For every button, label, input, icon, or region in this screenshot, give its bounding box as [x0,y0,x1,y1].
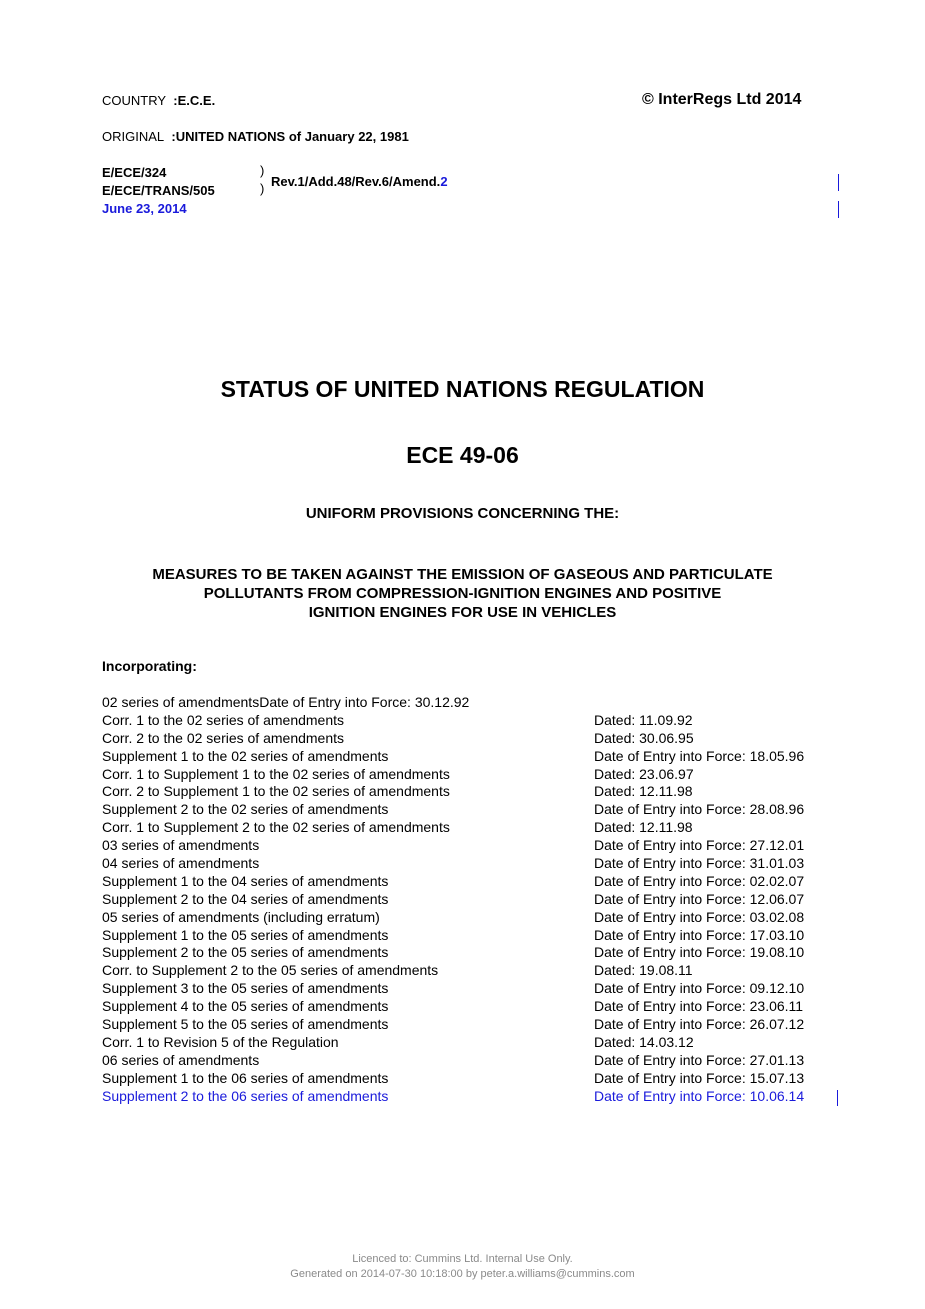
list-item [102,694,842,712]
document-date: Date of Entry into Force: 10.06.14 [594,1087,805,1104]
regulation-code: ECE 49-06 [406,442,519,468]
country-value: :E.C.E. [173,93,216,108]
footer-generated: Generated on 2014-07-30 10:18:00 by peter.a.williams@cummins.com [290,1268,635,1280]
ref-e-ece-324: E/ECE/324 [102,165,167,180]
document-date: Dated: 19.08.11 [594,962,693,979]
document-date: Dated: 14.03.12 [594,1033,694,1050]
document-name: Supplement 2 to the 02 series of amendments [102,801,389,818]
page-title: STATUS OF UNITED NATIONS REGULATION [220,376,705,402]
paren-top: ) [260,163,265,178]
document-date: Date of Entry into Force: 12.06.07 [594,890,805,907]
list-item [102,730,842,748]
list-item [102,712,842,730]
document-date: June 23, 2014 [102,201,187,216]
document-date: Dated: 30.06.95 [594,729,694,746]
document-date: Date of Entry into Force: 17.03.10 [594,926,805,943]
incorporated-documents-list [102,694,842,1105]
document-name: 05 series of amendments (including erratum) [102,908,380,925]
document-name: Supplement 1 to the 05 series of amendments [102,926,389,943]
description-line: MEASURES TO BE TAKEN AGAINST THE EMISSION OF GASEOUS AND PARTICULATE [152,566,773,583]
list-item [102,1034,842,1052]
document-date: Date of Entry into Force: 27.01.13 [594,1051,805,1068]
list-item [102,801,842,819]
subtitle: UNIFORM PROVISIONS CONCERNING THE: [305,505,620,522]
document-name: Corr. 1 to the 02 series of amendments [102,711,345,728]
document-name: Corr. 2 to Supplement 1 to the 02 series of amendments [102,783,450,800]
list-item [102,1052,842,1070]
revision-ref [271,174,448,189]
document-date: Date of Entry into Force: 27.12.01 [594,837,805,854]
country-label: COUNTRY [102,93,167,108]
document-date: Date of Entry into Force: 03.02.08 [594,908,805,925]
list-item [102,1070,842,1088]
list-item [102,944,842,962]
original-value: :UNITED NATIONS of January 22, 1981 [171,129,409,144]
document-name: 04 series of amendments [102,855,260,872]
document-name: Supplement 2 to the 06 series of amendments [102,1087,389,1104]
revision-amend-number: 2 [440,174,448,189]
document-name: Supplement 2 to the 05 series of amendments [102,944,389,961]
original-line [102,129,409,144]
revision-prefix: Rev.1/Add.48/Rev.6/Amend. [271,174,441,189]
document-date: Dated: 12.11.98 [594,783,693,800]
original-label: ORIGINAL [102,129,165,144]
list-item [102,783,842,801]
document-name: Supplement 2 to the 04 series of amendments [102,890,389,907]
document-date: Date of Entry into Force: 28.08.96 [594,801,805,818]
document-name: Corr. 1 to Supplement 1 to the 02 series of amendments [102,765,450,782]
description-line: IGNITION ENGINES FOR USE IN VEHICLES [308,604,617,621]
paren-bottom: ) [260,181,265,196]
list-item [102,927,842,945]
list-item [102,819,842,837]
list-item [102,909,842,927]
country-line [102,93,215,108]
document-name: Corr. 2 to the 02 series of amendments [102,729,345,746]
document-name: Supplement 5 to the 05 series of amendments [102,1016,389,1033]
document-date: Date of Entry into Force: 18.05.96 [594,747,805,764]
document-name: 06 series of amendments [102,1051,260,1068]
list-item [102,962,842,980]
list-item [102,998,842,1016]
document-date: Dated: 12.11.98 [594,819,693,836]
document-name: Supplement 3 to the 05 series of amendments [102,980,389,997]
incorporating-heading: Incorporating: [102,658,197,674]
change-bar-date [838,201,839,218]
change-bar-revision [838,174,839,191]
list-item [102,873,842,891]
document-date: Date of Entry into Force: 31.01.03 [594,855,805,872]
list-item [102,891,842,909]
document-name: 02 series of amendments [102,694,260,710]
document-date: Date of Entry into Force: 19.08.10 [594,944,805,961]
regulation-description [0,565,925,622]
copyright: © InterRegs Ltd 2014 [642,91,802,108]
document-date: Date of Entry into Force: 02.02.07 [594,872,805,889]
document-name: Supplement 1 to the 06 series of amendments [102,1069,389,1086]
document-name: Corr. to Supplement 2 to the 05 series of amendments [102,962,439,979]
document-name: Corr. 1 to Revision 5 of the Regulation [102,1033,339,1050]
document-date: Date of Entry into Force: 26.07.12 [594,1016,805,1033]
description-line: POLLUTANTS FROM COMPRESSION-IGNITION ENGINES AND POSITIVE [203,585,722,602]
list-item [102,748,842,766]
document-name: Supplement 1 to the 02 series of amendments [102,747,389,764]
document-name: Supplement 1 to the 04 series of amendments [102,872,389,889]
list-item [102,980,842,998]
list-item [102,766,842,784]
change-bar [837,1090,838,1106]
document-name: 03 series of amendments [102,837,260,854]
list-item [102,1088,842,1106]
document-date: Date of Entry into Force: 09.12.10 [594,980,805,997]
list-item [102,1016,842,1034]
document-date: Dated: 23.06.97 [594,765,694,782]
document-date: Date of Entry into Force: 15.07.13 [594,1069,805,1086]
list-item [102,837,842,855]
document-name: Corr. 1 to Supplement 2 to the 02 series of amendments [102,819,450,836]
footer-licence: Licenced to: Cummins Ltd. Internal Use Only. [352,1253,573,1265]
document-name: Supplement 4 to the 05 series of amendments [102,998,389,1015]
document-date: Date of Entry into Force: 23.06.11 [594,998,804,1015]
ref-e-ece-trans-505: E/ECE/TRANS/505 [102,183,215,198]
list-item [102,855,842,873]
document-date: Dated: 11.09.92 [594,711,693,728]
document-date: Date of Entry into Force: 30.12.92 [259,694,470,710]
